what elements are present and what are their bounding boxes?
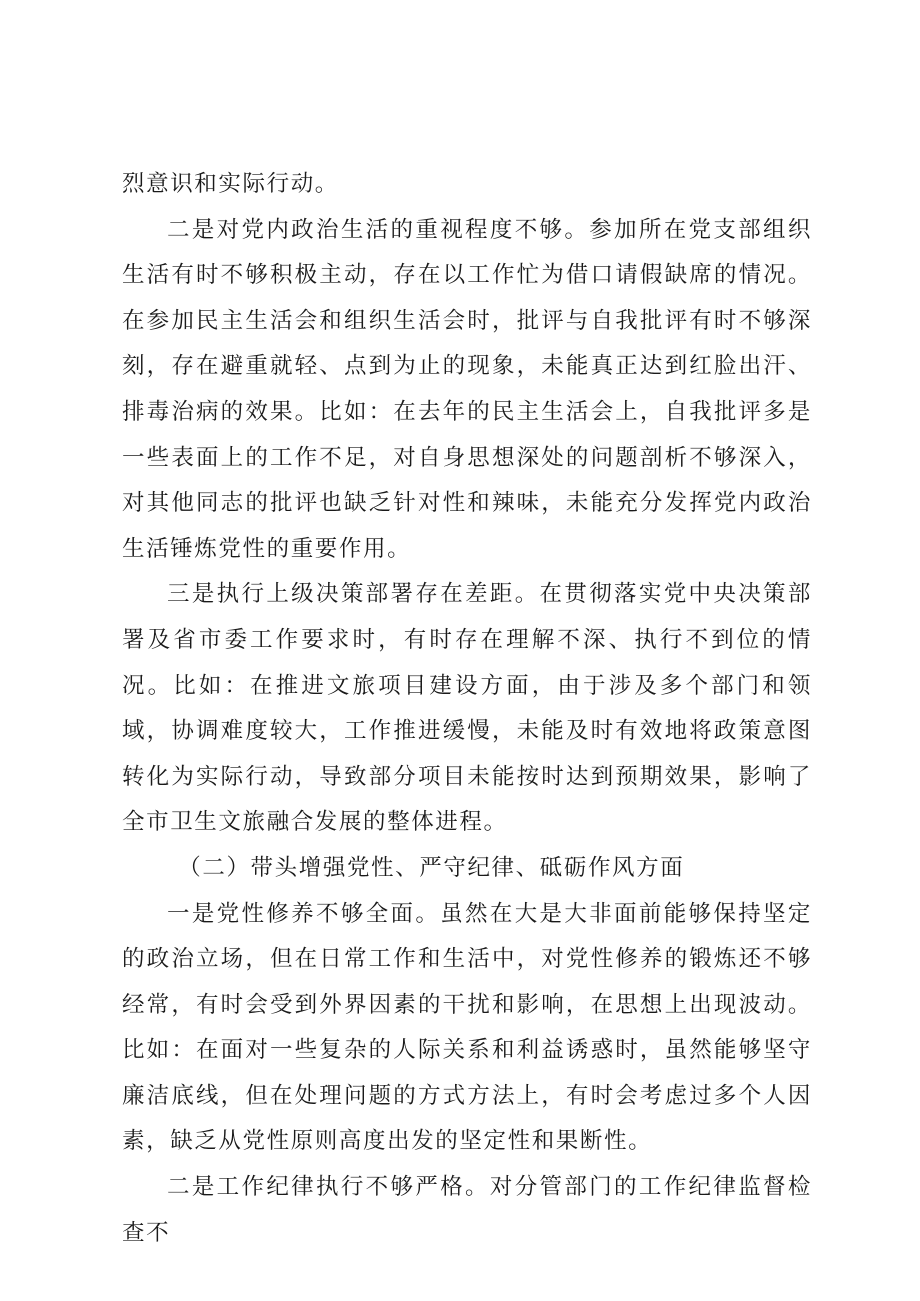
paragraph-implementation-gap: 三是执行上级决策部署存在差距。在贯彻落实党中央决策部署及省市委工作要求时，有时存在理解不深、执行不到位的情况。比如：在推进文旅项目建设方面，由于涉及多个部门和领域，协调难度较大，工作推进缓慢，未能及时有效地将政策意图转化为实际行动，导致部分项目未能按时达到预期效果，影响了全市卫生文旅融合发展的整体进程。 xyxy=(122,581,812,836)
paragraph-party-cultivation: 一是党性修养不够全面。虽然在大是大非面前能够保持坚定的政治立场，但在日常工作和生活中，对党性修养的锻炼还不够经常，有时会受到外界因素的干扰和影响，在思想上出现波动。比如：在面对一些复杂的人际关系和利益诱惑时，虽然能够坚守廉洁底线，但在处理问题的方式方法上，有时会考虑过多个人因素，缺乏从党性原则高度出发的坚定性和果断性。 xyxy=(122,900,812,1155)
section-heading-party-spirit: （二）带头增强党性、严守纪律、砥砺作风方面 xyxy=(178,854,685,881)
paragraph-continuation: 烈意识和实际行动。 xyxy=(122,171,339,197)
paragraph-party-political-life: 二是对党内政治生活的重视程度不够。参加所在党支部组织生活有时不够积极主动，存在以工作忙为借口请假缺席的情况。在参加民主生活会和组织生活会时，批评与自我批评有时不够深刻，存在避重就轻、点到为止的现象，未能真正达到红脸出汗、排毒治病的效果。比如：在去年的民主生活会上，自我批评多是一些表面上的工作不足，对自身思想深处的问题剖析不够深入，对其他同志的批评也缺乏针对性和辣味，未能充分发挥党内政治生活锤炼党性的重要作用。 xyxy=(122,216,812,562)
paragraph-work-discipline: 二是工作纪律执行不够严格。对分管部门的工作纪律监督检查不 xyxy=(122,1174,812,1246)
document-body xyxy=(122,162,812,1256)
